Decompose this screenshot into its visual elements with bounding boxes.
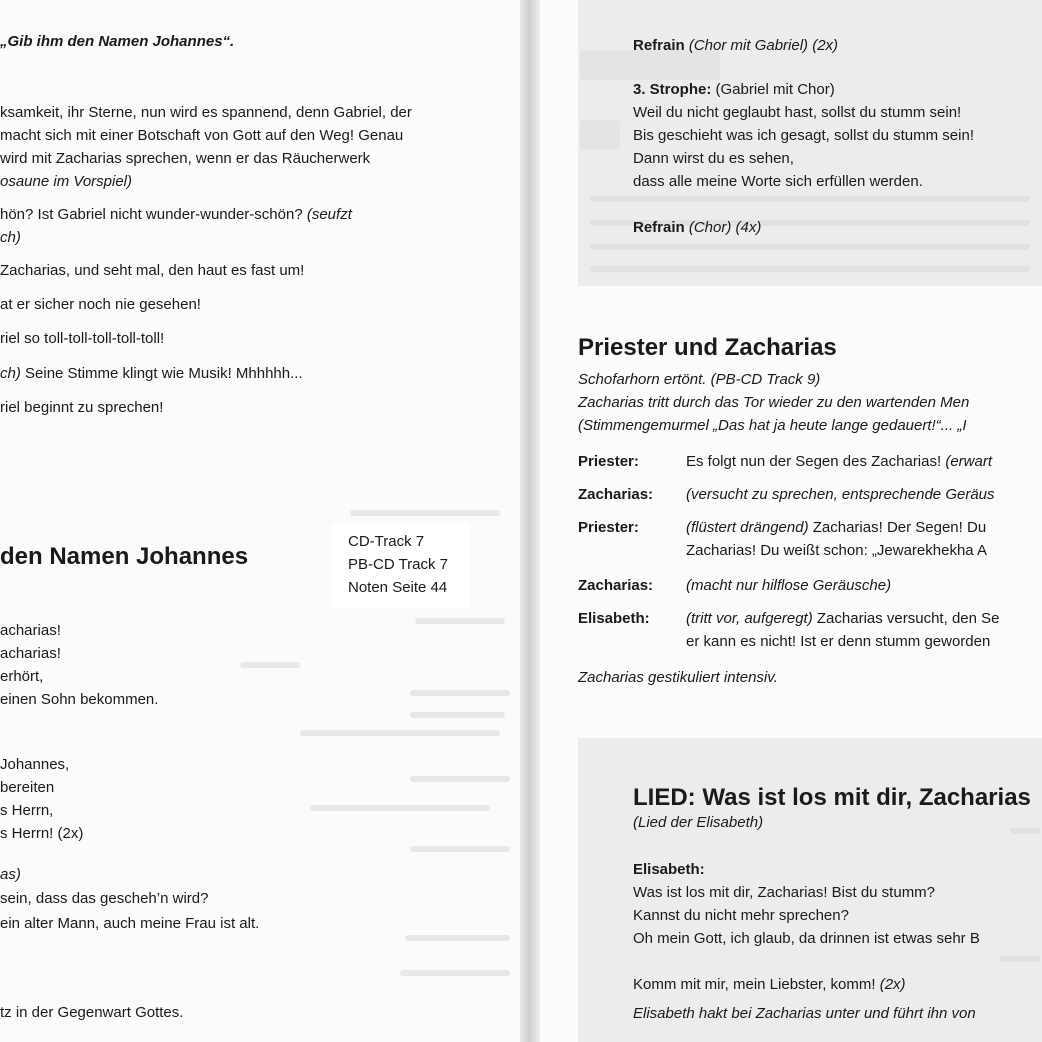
dialogue-text: Zacharias versucht, den Se (812, 610, 1000, 627)
speaker-label: Zacharias: (578, 486, 654, 503)
lyric-line: Johannes, (0, 756, 70, 773)
narration-line: wird mit Zacharias sprechen, wenn er das Räucherwerk (0, 150, 371, 167)
narration-line: macht sich mit einer Botschaft von Gott auf den Weg! Genau (0, 127, 404, 144)
lyric-line: sein, dass das gescheh’n wird? (0, 890, 209, 907)
dialogue-line (0, 364, 303, 384)
speaker-label: Zacharias: (578, 577, 654, 594)
strophe-note: (Gabriel mit Chor) (711, 81, 835, 98)
dialogue-line (686, 518, 986, 538)
dialogue-text: Es folgt nun der Segen des Zacharias! (686, 453, 946, 470)
lyric-line: s Herrn! (2x) (0, 825, 84, 842)
lyric-line: bereiten (0, 779, 55, 796)
song-title: den Namen Johannes (0, 543, 249, 570)
dialogue-line: Zacharias! Du weißt schon: „Jewarekhekha A (686, 542, 987, 559)
speaker-label: Priester: (578, 519, 639, 536)
narration-italic: osaune im Vorspiel) (0, 173, 133, 190)
stage-direction: Elisabeth hakt bei Zacharias unter und führt ihn von (633, 1005, 976, 1022)
dialogue-line: riel beginnt zu sprechen! (0, 399, 164, 416)
stage-direction: (seufzt (306, 206, 352, 223)
strophe-line: Dann wirst du es sehen, (633, 150, 794, 167)
lyric-line: Oh mein Gott, ich glaub, da drinnen ist etwas sehr B (633, 930, 980, 947)
repeat-note: (2x) (879, 976, 906, 993)
track-info-line: Noten Seite 44 (348, 579, 448, 596)
lyric-line: acharias! (0, 622, 61, 639)
dialogue-text: Seine Stimme klingt wie Musik! Mhhhhh... (20, 365, 303, 382)
lyric-line: s Herrn, (0, 802, 54, 819)
track-info-line: CD-Track 7 (348, 533, 425, 550)
refrain-line (633, 218, 761, 238)
lyric-line (633, 975, 906, 995)
dialogue-line: at er sicher noch nie gesehen! (0, 296, 201, 313)
lyric-line: erhört, (0, 668, 44, 685)
strophe-line: dass alle meine Worte sich erfüllen werden. (633, 173, 923, 190)
speaker-label: Priester: (578, 453, 639, 470)
singer-label: Elisabeth: (633, 861, 705, 878)
lyric-line: einen Sohn bekommen. (0, 691, 159, 708)
refrain-note: (Chor) (4x) (684, 219, 762, 236)
book-gutter (520, 0, 540, 1042)
stage-direction: ch) (0, 365, 21, 382)
stage-direction: ch) (0, 229, 21, 246)
song-title: LIED: Was ist los mit dir, Zacharias (633, 784, 1031, 811)
strophe-line: Weil du nicht geglaubt hast, sollst du stumm sein! (633, 104, 962, 121)
lyric-text: Komm mit mir, mein Liebster, komm! (633, 976, 880, 993)
dialogue-line (686, 452, 992, 472)
song-reference: „Gib ihm den Namen Johannes“. (0, 33, 235, 50)
dialogue-text: Zacharias! Der Segen! Du (808, 519, 987, 536)
refrain-note: (Chor mit Gabriel) (2x) (684, 37, 839, 54)
left-page (0, 0, 520, 1042)
strophe-heading (633, 80, 835, 100)
stage-direction: Schofarhorn ertönt. (PB-CD Track 9) (578, 371, 821, 388)
right-page (540, 0, 1042, 1042)
strophe-line: Bis geschieht was ich gesagt, sollst du stumm sein! (633, 127, 974, 144)
stage-direction: (erwart (945, 453, 992, 470)
lyric-line: Kannst du nicht mehr sprechen? (633, 907, 849, 924)
dialogue-text: hön? Ist Gabriel nicht wunder-wunder-schön? (0, 206, 307, 223)
dialogue-line: riel so toll-toll-toll-toll-toll! (0, 330, 165, 347)
narration-line: ksamkeit, ihr Sterne, nun wird es spannend, denn Gabriel, der (0, 104, 412, 121)
lyric-line: ein alter Mann, auch meine Frau ist alt. (0, 915, 260, 932)
refrain-label: Refrain (633, 219, 685, 236)
stage-direction: Zacharias tritt durch das Tor wieder zu den wartenden Men (578, 394, 970, 411)
lyric-line: acharias! (0, 645, 61, 662)
stage-direction: (macht nur hilflose Geräusche) (686, 577, 892, 594)
lyric-stage-direction: as) (0, 866, 21, 883)
scene-title: Priester und Zacharias (578, 334, 837, 361)
stage-direction: Zacharias gestikuliert intensiv. (578, 669, 778, 686)
stage-direction: (tritt vor, aufgeregt) (686, 610, 813, 627)
track-info-box (332, 523, 470, 609)
dialogue-line (0, 205, 352, 225)
stage-direction: (flüstert drängend) (686, 519, 809, 536)
stage-direction: (versucht zu sprechen, entsprechende Geräus (686, 486, 995, 503)
dialogue-line (686, 609, 999, 629)
track-info-line: PB-CD Track 7 (348, 556, 449, 573)
song-subtitle: (Lied der Elisabeth) (633, 814, 764, 831)
dialogue-line: er kann es nicht! Ist er denn stumm geworden (686, 633, 991, 650)
strophe-label: 3. Strophe: (633, 81, 712, 98)
speaker-label: Elisabeth: (578, 610, 650, 627)
stage-direction: (Stimmengemurmel „Das hat ja heute lange gedauert!“... „I (578, 417, 967, 434)
dialogue-line: Zacharias, und seht mal, den haut es fast um! (0, 262, 305, 279)
closing-line: tz in der Gegenwart Gottes. (0, 1004, 184, 1021)
refrain-line (633, 36, 838, 56)
lyric-line: Was ist los mit dir, Zacharias! Bist du stumm? (633, 884, 936, 901)
refrain-label: Refrain (633, 37, 685, 54)
